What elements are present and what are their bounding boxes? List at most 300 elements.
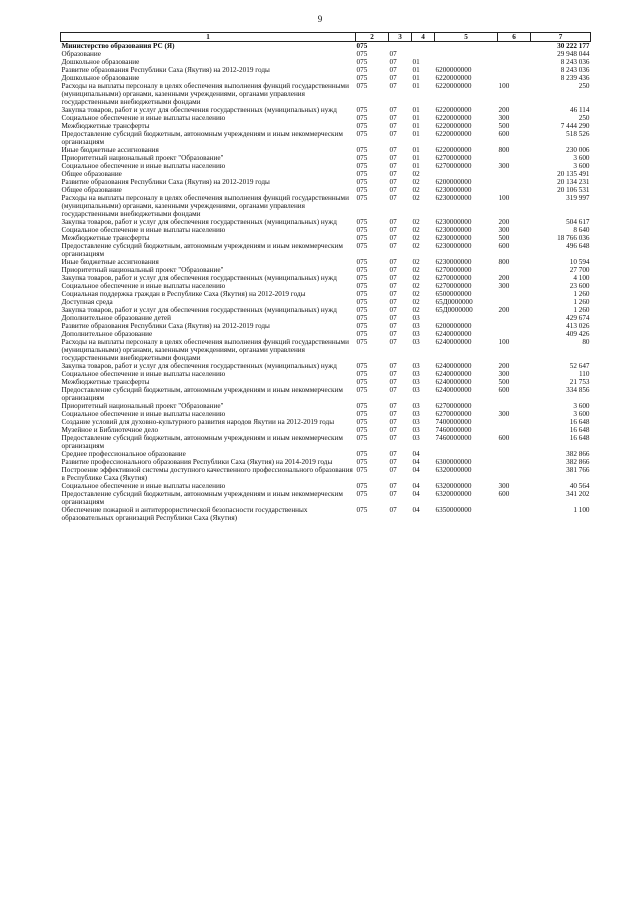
table-row — [61, 162, 591, 170]
table-row — [61, 426, 591, 434]
expense-type-code-cell: 500 — [498, 122, 510, 130]
target-article-code-cell: 6240000000 — [435, 330, 472, 338]
ministry-code-cell: 075 — [356, 194, 368, 202]
expense-type-code-cell: 200 — [498, 362, 510, 370]
target-article-code-cell: 6240000000 — [435, 378, 472, 386]
ministry-code-cell: 075 — [356, 290, 368, 298]
subsection-code-cell: 04 — [412, 482, 420, 490]
target-article-code-cell: 6230000000 — [435, 226, 472, 234]
item-name-cell: Общее образование — [61, 186, 122, 194]
ministry-code-cell: 075 — [356, 410, 368, 418]
expense-type-code-cell — [498, 330, 531, 338]
subsection-code-cell — [412, 42, 435, 51]
amount-cell: 7 444 290 — [560, 122, 590, 130]
ministry-code-cell: 075 — [356, 298, 368, 306]
subsection-code-cell: 03 — [412, 386, 420, 394]
item-name-cell: Социальная поддержка граждан в Республике Саха (Якутия) на 2012-2019 годы — [61, 290, 306, 298]
item-name-cell: Закупка товаров, работ и услуг для обеспечения государственных (муниципальных) нужд — [61, 218, 337, 226]
table-row — [61, 58, 591, 66]
subsection-code-cell: 01 — [412, 130, 420, 138]
target-article-code-cell: 6200000000 — [435, 66, 472, 74]
ministry-code-cell: 075 — [356, 386, 368, 394]
subsection-code-cell: 02 — [412, 282, 420, 290]
amount-cell: 413 026 — [566, 322, 590, 330]
table-row — [61, 490, 591, 506]
table-row — [61, 314, 591, 322]
table-row — [61, 482, 591, 490]
section-code-cell: 07 — [389, 66, 397, 74]
amount-cell: 16 648 — [569, 426, 590, 434]
expense-type-code-cell: 300 — [498, 370, 510, 378]
item-name-cell: Социальное обеспечение и иные выплаты населению — [61, 482, 226, 490]
table-row — [61, 362, 591, 370]
section-code-cell: 07 — [389, 266, 397, 274]
subsection-code-cell: 02 — [412, 234, 420, 242]
target-article-code-cell: 65Д0000000 — [435, 298, 473, 306]
section-code-cell: 07 — [389, 274, 397, 282]
amount-cell: 381 766 — [566, 466, 590, 474]
target-article-code-cell: 6500000000 — [435, 290, 472, 298]
section-code-cell: 07 — [389, 226, 397, 234]
item-name-cell: Общее образование — [61, 170, 122, 178]
ministry-code-cell: 075 — [356, 162, 368, 170]
ministry-code-cell: 075 — [356, 362, 368, 370]
target-article-code-cell: 6200000000 — [435, 322, 472, 330]
section-code-cell: 07 — [389, 258, 397, 266]
amount-cell: 3 600 — [573, 154, 590, 162]
header-col-3: 3 — [389, 33, 412, 42]
table-row — [61, 178, 591, 186]
item-name-cell: Построение эффективной системы доступного качественного профессионального образования в Республике Саха (Якутия) — [61, 466, 353, 482]
amount-cell: 1 260 — [573, 298, 590, 306]
item-name-cell: Расходы на выплаты персоналу в целях обеспечения выполнения функций государственными (муниципальными) органами, казенными учреждениями, органами управления государственными внебюджетными фондами — [61, 194, 349, 218]
amount-cell: 8 239 436 — [560, 74, 590, 82]
subsection-code-cell: 04 — [412, 506, 420, 514]
amount-cell: 3 600 — [573, 410, 590, 418]
amount-cell: 4 100 — [573, 274, 590, 282]
amount-cell: 8 640 — [573, 226, 590, 234]
amount-cell: 18 766 036 — [557, 234, 590, 242]
expense-type-code-cell — [498, 290, 531, 298]
expense-type-code-cell — [498, 458, 531, 466]
table-row — [61, 386, 591, 402]
section-code-cell: 07 — [389, 322, 397, 330]
table-row — [61, 322, 591, 330]
item-name-cell: Закупка товаров, работ и услуг для обеспечения государственных (муниципальных) нужд — [61, 306, 337, 314]
target-article-code-cell: 7400000000 — [435, 418, 472, 426]
table-row — [61, 282, 591, 290]
amount-cell: 27 700 — [569, 266, 590, 274]
ministry-code-cell: 075 — [356, 66, 368, 74]
amount-cell: 382 866 — [566, 450, 590, 458]
section-code-cell: 07 — [389, 146, 397, 154]
header-col-7: 7 — [531, 33, 591, 42]
amount-cell: 40 564 — [569, 482, 590, 490]
item-name-cell: Приоритетный национальный проект "Образование" — [61, 154, 224, 162]
subsection-code-cell: 03 — [412, 434, 420, 442]
table-row — [61, 506, 591, 522]
amount-cell: 1 260 — [573, 290, 590, 298]
expense-type-code-cell: 100 — [498, 82, 510, 90]
table-row — [61, 74, 591, 82]
target-article-code-cell — [435, 42, 498, 51]
section-code-cell: 07 — [389, 450, 397, 458]
item-name-cell: Межбюджетные трансферты — [61, 122, 150, 130]
expense-type-code-cell: 200 — [498, 274, 510, 282]
table-row — [61, 82, 591, 106]
section-code-cell: 07 — [389, 306, 397, 314]
item-name-cell: Закупка товаров, работ и услуг для обеспечения государственных (муниципальных) нужд — [61, 274, 337, 282]
amount-cell: 8 243 036 — [560, 58, 590, 66]
expense-type-code-cell: 600 — [498, 130, 510, 138]
ministry-code-cell: 075 — [356, 42, 368, 50]
item-name-cell: Межбюджетные трансферты — [61, 378, 150, 386]
subsection-code-cell: 03 — [412, 338, 420, 346]
ministry-code-cell: 075 — [356, 490, 368, 498]
section-code-cell: 07 — [389, 58, 397, 66]
table-row — [61, 298, 591, 306]
subsection-code-cell: 01 — [412, 122, 420, 130]
ministry-code-cell: 075 — [356, 458, 368, 466]
ministry-code-cell: 075 — [356, 370, 368, 378]
table-row — [61, 130, 591, 146]
section-code-cell: 07 — [389, 426, 397, 434]
item-name-cell: Создание условий для духовно-культурного развития народов Якутии на 2012-2019 годы — [61, 418, 335, 426]
table-row — [61, 66, 591, 74]
amount-cell: 3 600 — [573, 402, 590, 410]
expense-type-code-cell — [498, 66, 531, 74]
subsection-code-cell: 01 — [412, 82, 420, 90]
section-code-cell: 07 — [389, 234, 397, 242]
expense-type-code-cell: 300 — [498, 162, 510, 170]
ministry-code-cell: 075 — [356, 178, 368, 186]
item-name-cell: Социальное обеспечение и иные выплаты населению — [61, 410, 226, 418]
target-article-code-cell: 6220000000 — [435, 146, 472, 154]
ministry-code-cell: 075 — [356, 378, 368, 386]
subsection-code-cell: 02 — [412, 298, 420, 306]
target-article-code-cell: 6300000000 — [435, 458, 472, 466]
expense-type-code-cell: 200 — [498, 306, 510, 314]
section-code-cell: 07 — [389, 418, 397, 426]
item-name-cell: Предоставление субсидий бюджетным, автономным учреждениям и иным некоммерческим организациям — [61, 386, 343, 402]
item-name-cell: Социальное обеспечение и иные выплаты населению — [61, 114, 226, 122]
ministry-code-cell: 075 — [356, 122, 368, 130]
table-row — [61, 242, 591, 258]
item-name-cell: Предоставление субсидий бюджетным, автономным учреждениям и иным некоммерческим организациям — [61, 242, 343, 258]
expense-type-code-cell: 200 — [498, 218, 510, 226]
target-article-code-cell: 6240000000 — [435, 338, 472, 346]
item-name-cell: Развитие профессионального образования Республики Саха (Якутия) на 2014-2019 годы — [61, 458, 333, 466]
ministry-code-cell: 075 — [356, 258, 368, 266]
ministry-code-cell: 075 — [356, 426, 368, 434]
target-article-code-cell — [435, 50, 498, 58]
subsection-code-cell: 02 — [412, 242, 420, 250]
target-article-code-cell: 6220000000 — [435, 74, 472, 82]
ministry-code-cell: 075 — [356, 114, 368, 122]
ministry-code-cell: 075 — [356, 74, 368, 82]
ministry-code-cell: 075 — [356, 218, 368, 226]
subsection-code-cell: 03 — [412, 378, 420, 386]
header-row — [61, 33, 591, 42]
item-name-cell: Социальное обеспечение и иные выплаты населению — [61, 282, 226, 290]
table-row — [61, 194, 591, 218]
expense-type-code-cell: 200 — [498, 106, 510, 114]
table-row — [61, 338, 591, 362]
target-article-code-cell: 6350000000 — [435, 506, 472, 514]
table-row — [61, 410, 591, 418]
subsection-code-cell: 04 — [412, 490, 420, 498]
target-article-code-cell — [435, 58, 498, 66]
section-code-cell: 07 — [389, 458, 397, 466]
subsection-code-cell: 02 — [412, 186, 420, 194]
header-col-2: 2 — [356, 33, 389, 42]
amount-cell: 409 426 — [566, 330, 590, 338]
table-row — [61, 42, 591, 51]
section-code-cell: 07 — [389, 122, 397, 130]
item-name-cell: Дошкольное образование — [61, 58, 140, 66]
section-code-cell: 07 — [389, 242, 397, 250]
target-article-code-cell: 6240000000 — [435, 370, 472, 378]
amount-cell: 30 222 177 — [557, 42, 590, 50]
ministry-code-cell: 075 — [356, 186, 368, 194]
expense-type-code-cell — [498, 154, 531, 162]
target-article-code-cell: 7460000000 — [435, 426, 472, 434]
target-article-code-cell — [435, 170, 498, 178]
page-number: 9 — [317, 14, 323, 24]
expense-type-code-cell: 300 — [498, 410, 510, 418]
table-row — [61, 106, 591, 114]
amount-cell: 250 — [578, 114, 590, 122]
amount-cell: 382 866 — [566, 458, 590, 466]
expense-type-code-cell: 600 — [498, 386, 510, 394]
target-article-code-cell: 6220000000 — [435, 82, 472, 90]
table-header — [61, 33, 591, 42]
subsection-code-cell: 02 — [412, 226, 420, 234]
header-col-6: 6 — [498, 33, 531, 42]
item-name-cell: Закупка товаров, работ и услуг для обеспечения государственных (муниципальных) нужд — [61, 362, 337, 370]
section-code-cell: 07 — [389, 50, 397, 58]
expense-type-code-cell — [498, 450, 531, 458]
ministry-code-cell: 075 — [356, 322, 368, 330]
item-name-cell: Обеспечение пожарной и антитеррористической безопасности государственных образовательных организаций Республики Саха (Якутия) — [61, 506, 308, 522]
amount-cell: 16 648 — [569, 434, 590, 442]
item-name-cell: Закупка товаров, работ и услуг для обеспечения государственных (муниципальных) нужд — [61, 106, 337, 114]
subsection-code-cell: 03 — [412, 426, 420, 434]
expense-type-code-cell — [498, 314, 531, 322]
expense-type-code-cell — [498, 322, 531, 330]
section-code-cell: 07 — [389, 410, 397, 418]
table-row — [61, 418, 591, 426]
amount-cell: 3 600 — [573, 162, 590, 170]
subsection-code-cell: 01 — [412, 66, 420, 74]
amount-cell: 518 526 — [566, 130, 590, 138]
table-row — [61, 186, 591, 194]
subsection-code-cell: 01 — [412, 106, 420, 114]
section-code-cell: 07 — [389, 482, 397, 490]
amount-cell: 1 260 — [573, 306, 590, 314]
ministry-code-cell: 075 — [356, 58, 368, 66]
ministry-code-cell: 075 — [356, 506, 368, 514]
target-article-code-cell: 6320000000 — [435, 490, 472, 498]
ministry-code-cell: 075 — [356, 338, 368, 346]
ministry-code-cell: 075 — [356, 330, 368, 338]
target-article-code-cell: 6230000000 — [435, 242, 472, 250]
target-article-code-cell: 6270000000 — [435, 410, 472, 418]
item-name-cell: Расходы на выплаты персоналу в целях обеспечения выполнения функций государственными (муниципальными) органами, казенными учреждениями, органами управления государственными внебюджетными фондами — [61, 82, 349, 106]
item-name-cell: Межбюджетные трансферты — [61, 234, 150, 242]
table-row — [61, 50, 591, 58]
amount-cell: 341 202 — [566, 490, 590, 498]
item-name-cell: Доступная среда — [61, 298, 113, 306]
subsection-code-cell: 04 — [412, 466, 420, 474]
target-article-code-cell: 6220000000 — [435, 106, 472, 114]
item-name-cell: Расходы на выплаты персоналу в целях обеспечения выполнения функций государственными (муниципальными) органами, казенными учреждениями, органами управления государственными внебюджетными фондами — [61, 338, 349, 362]
section-code-cell: 07 — [389, 330, 397, 338]
subsection-code-cell: 01 — [412, 74, 420, 82]
expense-type-code-cell: 100 — [498, 338, 510, 346]
target-article-code-cell: 6230000000 — [435, 186, 472, 194]
expense-type-code-cell — [498, 178, 531, 186]
amount-cell: 319 997 — [566, 194, 590, 202]
target-article-code-cell: 6230000000 — [435, 258, 472, 266]
table-row — [61, 402, 591, 410]
expense-type-code-cell — [498, 170, 531, 178]
target-article-code-cell: 6230000000 — [435, 218, 472, 226]
section-code-cell: 07 — [389, 402, 397, 410]
subsection-code-cell: 03 — [412, 362, 420, 370]
table-row — [61, 290, 591, 298]
table-row — [61, 170, 591, 178]
expense-type-code-cell: 600 — [498, 434, 510, 442]
section-code-cell: 07 — [389, 114, 397, 122]
expense-type-code-cell — [498, 298, 531, 306]
table-row — [61, 466, 591, 482]
subsection-code-cell: 02 — [412, 306, 420, 314]
item-name-cell: Социальное обеспечение и иные выплаты населению — [61, 162, 226, 170]
table-row — [61, 146, 591, 154]
ministry-code-cell: 075 — [356, 314, 368, 322]
target-article-code-cell: 6220000000 — [435, 114, 472, 122]
target-article-code-cell — [435, 450, 498, 458]
table-row — [61, 218, 591, 226]
target-article-code-cell: 6270000000 — [435, 282, 472, 290]
table-row — [61, 234, 591, 242]
section-code-cell: 07 — [389, 386, 397, 394]
subsection-code-cell: 03 — [412, 402, 420, 410]
section-code-cell: 07 — [389, 298, 397, 306]
item-name-cell: Иные бюджетные ассигнования — [61, 258, 159, 266]
ministry-code-cell: 075 — [356, 154, 368, 162]
target-article-code-cell: 6240000000 — [435, 386, 472, 394]
table-row — [61, 122, 591, 130]
ministry-code-cell: 075 — [356, 450, 368, 458]
amount-cell: 429 674 — [566, 314, 590, 322]
subsection-code-cell: 02 — [412, 274, 420, 282]
expense-type-code-cell: 500 — [498, 378, 510, 386]
section-code-cell: 07 — [389, 106, 397, 114]
item-name-cell: Дополнительное образование детей — [61, 314, 171, 322]
expense-type-code-cell — [498, 466, 531, 482]
amount-cell: 20 106 531 — [557, 186, 590, 194]
target-article-code-cell: 65Д0000000 — [435, 306, 473, 314]
subsection-code-cell: 02 — [412, 178, 420, 186]
item-name-cell: Среднее профессиональное образование — [61, 450, 186, 458]
amount-cell: 16 648 — [569, 418, 590, 426]
subsection-code-cell — [412, 50, 435, 58]
target-article-code-cell: 6270000000 — [435, 162, 472, 170]
subsection-code-cell: 02 — [412, 258, 420, 266]
ministry-code-cell: 075 — [356, 482, 368, 490]
amount-cell: 20 134 231 — [557, 178, 590, 186]
expense-type-code-cell: 300 — [498, 226, 510, 234]
section-code-cell: 07 — [389, 466, 397, 474]
section-code-cell: 07 — [389, 130, 397, 138]
expense-type-code-cell — [498, 186, 531, 194]
header-col-4: 4 — [412, 33, 435, 42]
table-row — [61, 306, 591, 314]
item-name-cell: Министерство образования РС (Я) — [61, 42, 175, 50]
expense-type-code-cell: 600 — [498, 490, 510, 498]
target-article-code-cell: 6320000000 — [435, 482, 472, 490]
target-article-code-cell: 6320000000 — [435, 466, 472, 474]
expense-type-code-cell: 300 — [498, 482, 510, 490]
ministry-code-cell: 075 — [356, 242, 368, 250]
target-article-code-cell — [435, 314, 498, 322]
ministry-code-cell: 075 — [356, 170, 368, 178]
expense-type-code-cell — [498, 58, 531, 66]
subsection-code-cell: 01 — [412, 58, 420, 66]
amount-cell: 46 114 — [570, 106, 590, 114]
expense-type-code-cell — [498, 74, 531, 82]
table-row — [61, 434, 591, 450]
expense-type-code-cell: 800 — [498, 258, 510, 266]
item-name-cell: Образование — [61, 50, 101, 58]
item-name-cell: Развитие образования Республики Саха (Якутия) на 2012-2019 годы — [61, 322, 270, 330]
item-name-cell: Развитие образования Республики Саха (Якутия) на 2012-2019 годы — [61, 178, 270, 186]
ministry-code-cell: 075 — [356, 266, 368, 274]
section-code-cell: 07 — [389, 506, 397, 514]
subsection-code-cell: 02 — [412, 290, 420, 298]
item-name-cell: Дошкольное образование — [61, 74, 140, 82]
ministry-code-cell: 075 — [356, 50, 368, 58]
subsection-code-cell: 02 — [412, 266, 420, 274]
expense-type-code-cell: 600 — [498, 242, 510, 250]
header-col-5: 5 — [435, 33, 498, 42]
subsection-code-cell: 03 — [412, 314, 420, 322]
subsection-code-cell: 01 — [412, 146, 420, 154]
amount-cell: 250 — [578, 82, 590, 90]
table-row — [61, 226, 591, 234]
subsection-code-cell: 03 — [412, 370, 420, 378]
target-article-code-cell: 6240000000 — [435, 362, 472, 370]
ministry-code-cell: 075 — [356, 466, 368, 474]
expense-type-code-cell — [498, 266, 531, 274]
ministry-code-cell: 075 — [356, 418, 368, 426]
expense-type-code-cell — [498, 42, 531, 51]
target-article-code-cell: 6220000000 — [435, 130, 472, 138]
subsection-code-cell: 03 — [412, 330, 420, 338]
section-code-cell: 07 — [389, 194, 397, 202]
amount-cell: 1 100 — [573, 506, 590, 514]
table-row — [61, 114, 591, 122]
target-article-code-cell: 6270000000 — [435, 274, 472, 282]
item-name-cell: Дополнительное образование — [61, 330, 153, 338]
target-article-code-cell: 6270000000 — [435, 154, 472, 162]
section-code-cell: 07 — [389, 362, 397, 370]
subsection-code-cell: 03 — [412, 410, 420, 418]
ministry-code-cell: 075 — [356, 274, 368, 282]
item-name-cell: Музейное и Библиотечное дело — [61, 426, 159, 434]
